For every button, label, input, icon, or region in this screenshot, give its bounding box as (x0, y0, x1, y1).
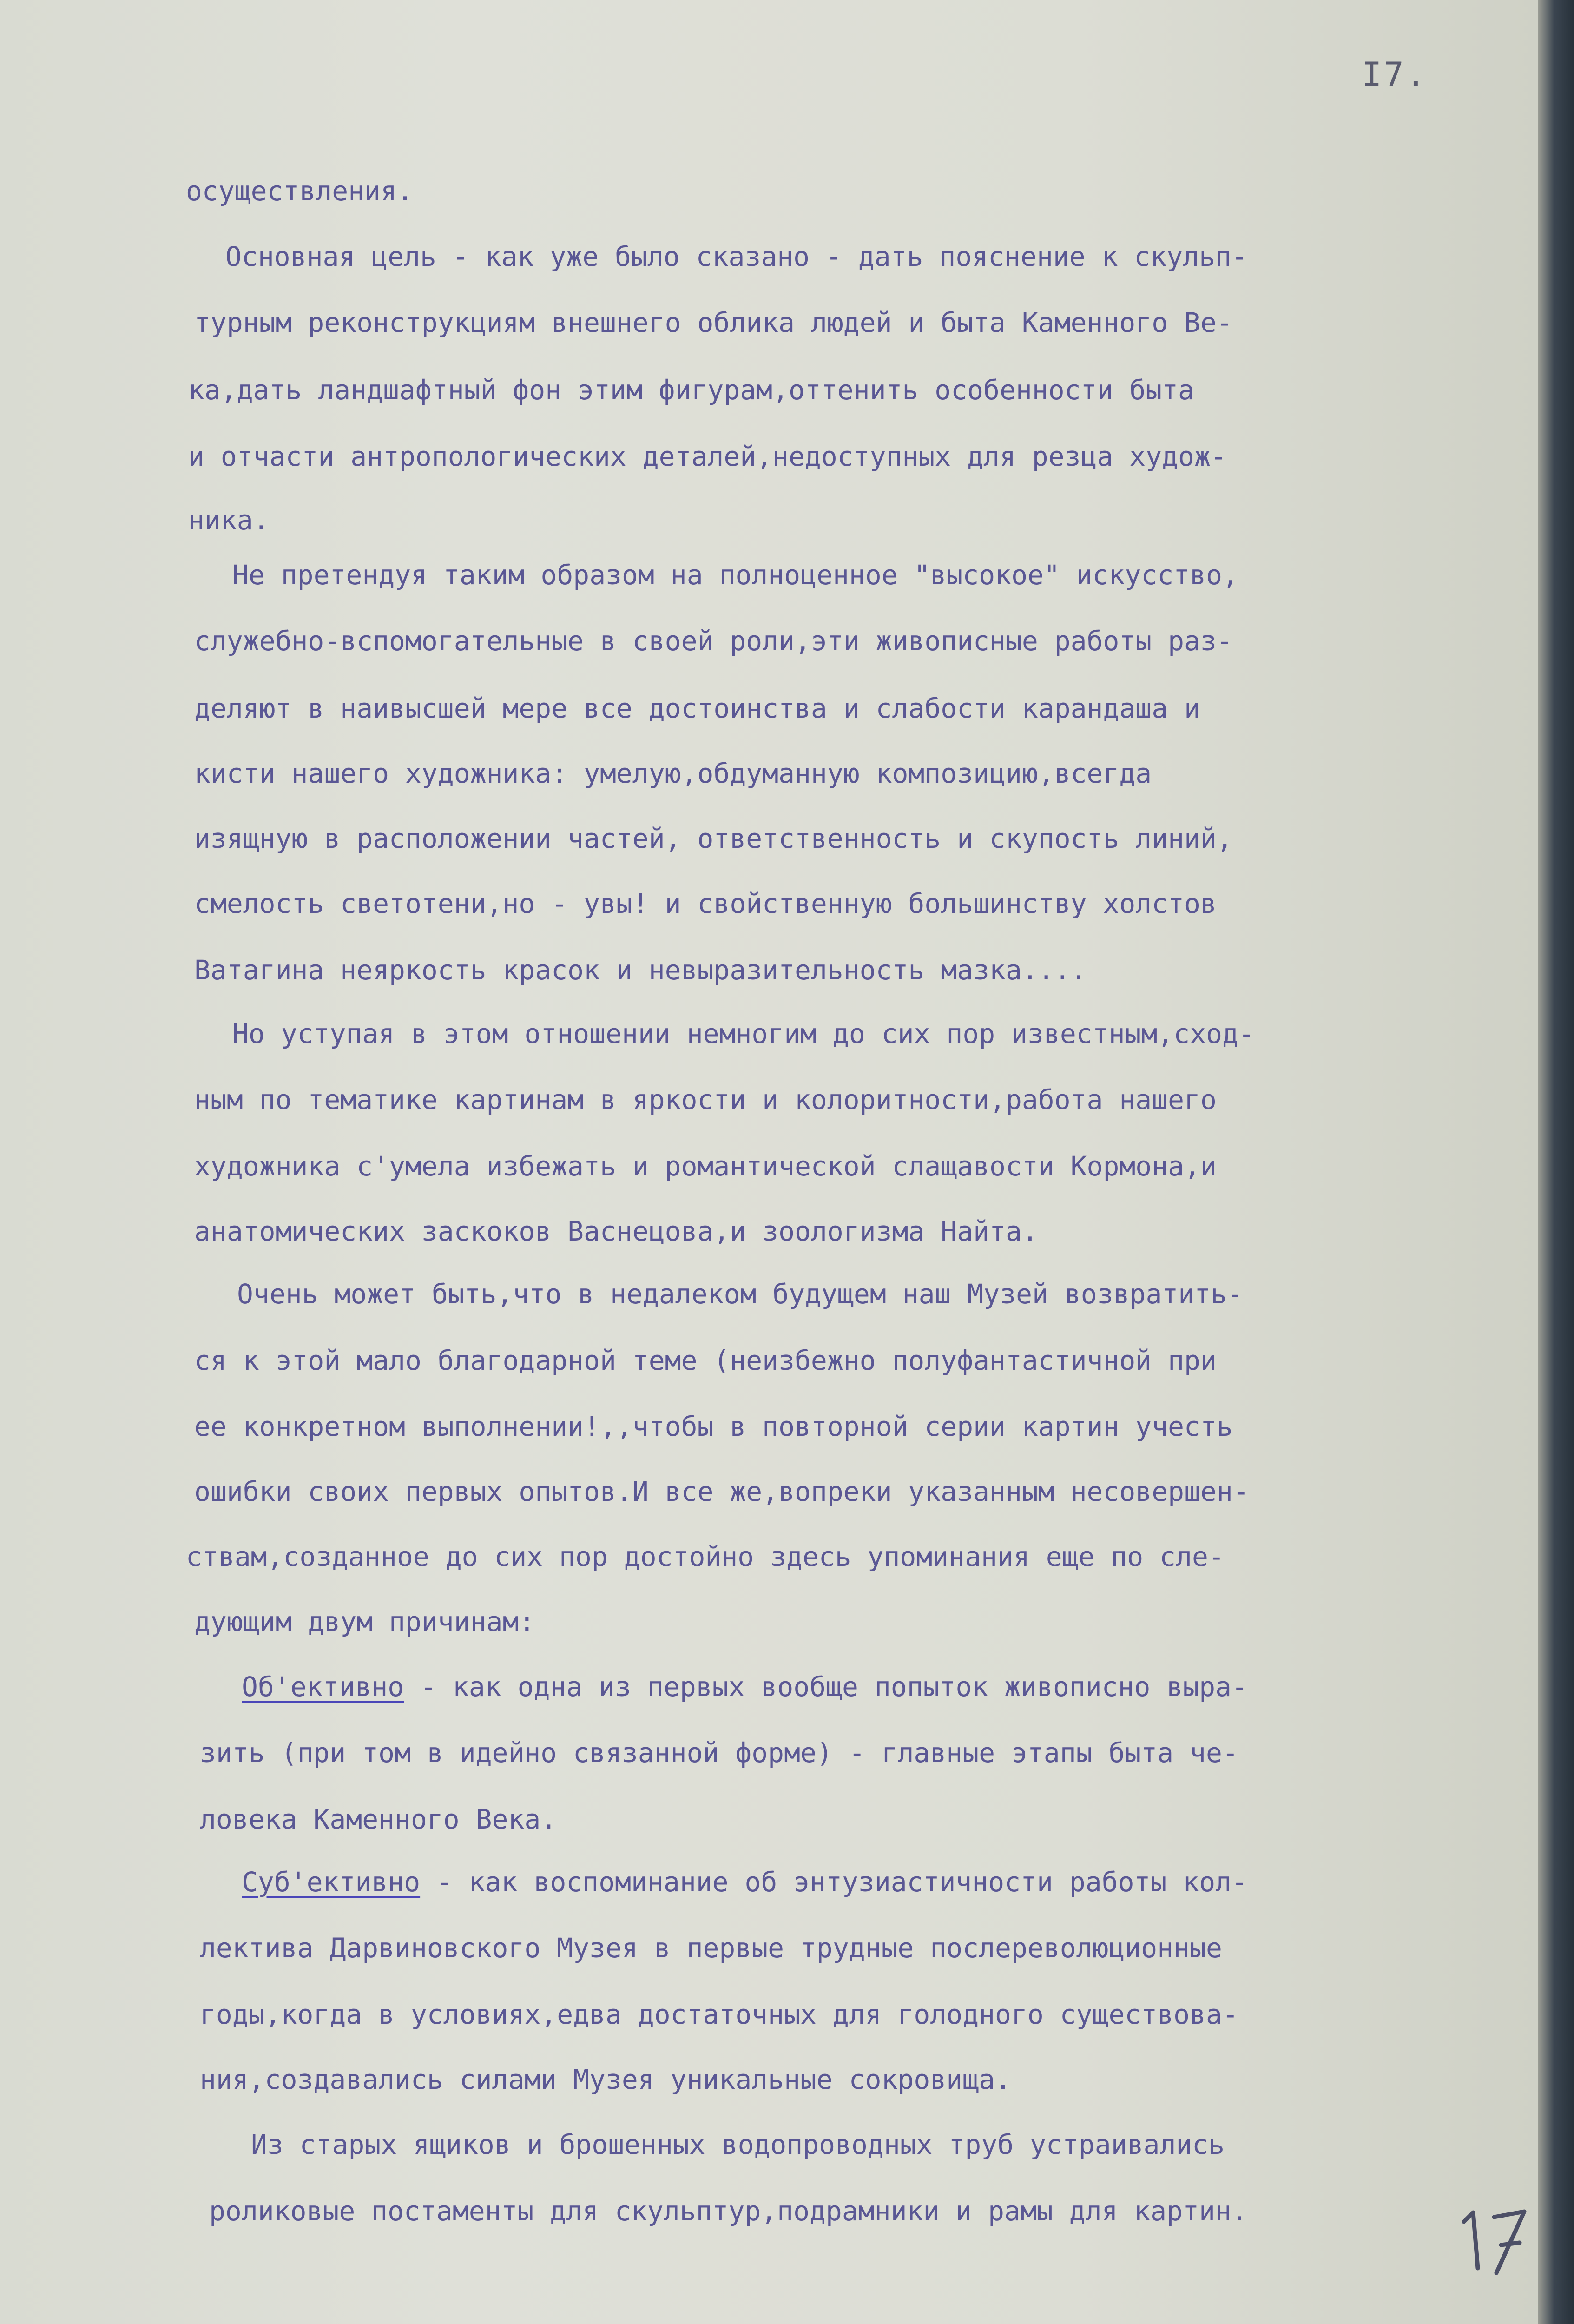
text-line: анатомических заскоков Васнецова,и зоологизма Найта. (194, 1215, 1038, 1247)
text-line: ния,создавались силами Музея уникальные сокровища. (200, 2064, 1011, 2095)
page-edge-shadow (1538, 0, 1574, 2324)
text-line: ника. (188, 504, 270, 536)
text-line: смелость светотени,но - увы! и свойственную большинству холстов (194, 888, 1217, 919)
text-line (242, 1866, 1248, 1898)
text-line: годы,когда в условиях,едва достаточных для голодного существова- (200, 1999, 1238, 2030)
text-line: ловека Каменного Века. (200, 1803, 557, 1835)
text-line: зить (при том в идейно связанной форме) - главные этапы быта че- (200, 1737, 1238, 1769)
text-line: роликовые постаменты для скульптур,подрамники и рамы для картин. (209, 2195, 1248, 2227)
page-number: I7. (1362, 55, 1428, 94)
text-line: изящную в расположении частей, ответственность и скупость линий, (194, 823, 1233, 854)
text-line: ошибки своих первых опытов.И все же,вопреки указанным несовершен- (194, 1476, 1249, 1507)
text-line: лектива Дарвиновского Музея в первые трудные послереволюционные (200, 1932, 1222, 1964)
text-line (242, 1671, 1248, 1703)
text-line: ка,дать ландшафтный фон этим фигурам,оттенить особенности быта (188, 374, 1194, 406)
text-line: турным реконструкциям внешнего облика людей и быта Каменного Ве- (194, 307, 1233, 338)
text-line: Очень может быть,что в недалеком будущем наш Музей возвратить- (237, 1278, 1243, 1310)
text-fragment: - как одна из первых вообще попыток живописно выра- (404, 1671, 1248, 1703)
text-line: Из старых ящиков и брошенных водопроводных труб устраивались (251, 2129, 1225, 2160)
text-line: Но уступая в этом отношении немногим до сих пор известным,сход- (232, 1018, 1255, 1050)
text-line: ствам,созданное до сих пор достойно здесь упоминания еще по сле- (186, 1541, 1225, 1572)
text-line: осуществления. (186, 175, 413, 207)
text-line: дующим двум причинам: (194, 1606, 535, 1637)
text-line: Ватагина неяркость красок и невыразительность мазка.... (194, 954, 1087, 986)
text-line: Не претендуя таким образом на полноценное "высокое" искусство, (232, 559, 1238, 591)
underlined-term: Суб'ективно (242, 1866, 421, 1898)
text-line: деляют в наивысшей мере все достоинства и слабости карандаша и (194, 693, 1200, 724)
text-line: ся к этой мало благодарной теме (неизбежно полуфантастичной при (194, 1345, 1217, 1376)
text-fragment: - как воспоминание об энтузиастичности работы кол- (420, 1866, 1248, 1898)
text-line: и отчасти антропологических деталей,недоступных для резца худож- (188, 441, 1227, 472)
text-line: кисти нашего художника: умелую,обдуманную композицию,всегда (194, 758, 1152, 789)
text-line: Основная цель - как уже было сказано - дать пояснение к скульп- (225, 241, 1248, 272)
text-line: художника с'умела избежать и романтической слащавости Кормона,и (194, 1150, 1217, 1182)
handwritten-folio-number (1450, 2199, 1538, 2278)
underlined-term: Об'ективно (242, 1671, 404, 1703)
text-line: ее конкретном выполнении!,,чтобы в повторной серии картин учесть (194, 1411, 1233, 1442)
text-line: ным по тематике картинам в яркости и колоритности,работа нашего (194, 1084, 1217, 1116)
text-line: служебно-вспомогательные в своей роли,эти живописные работы раз- (194, 625, 1233, 657)
